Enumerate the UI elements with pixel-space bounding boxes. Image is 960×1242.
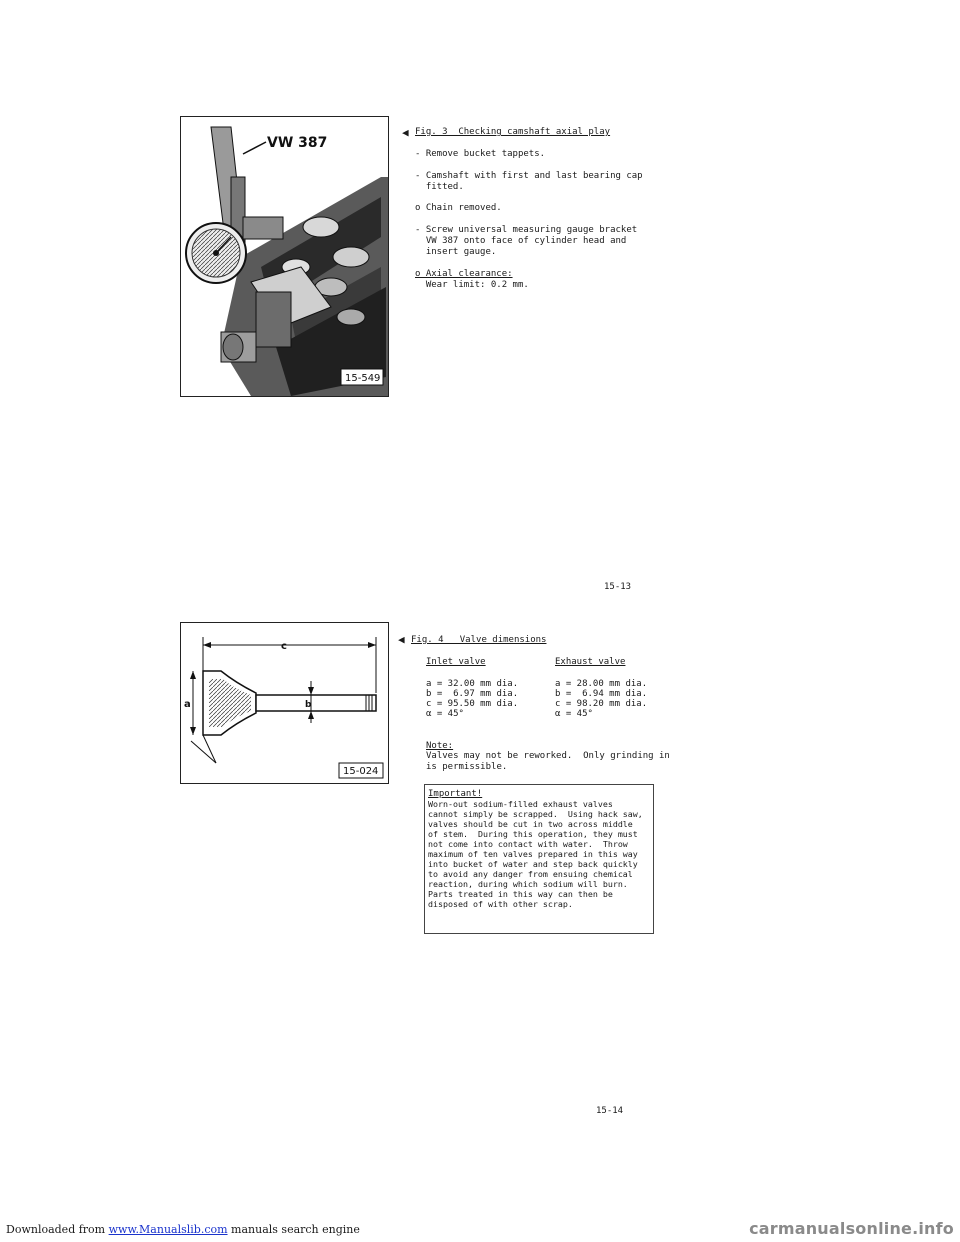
exhaust-value-b: b = 6.94 mm dia. — [555, 689, 648, 699]
download-footer — [6, 1223, 360, 1236]
fig3-item-2: - Camshaft with first and last bearing cap fitted. — [415, 171, 643, 192]
fig3-item-3: o Chain removed. — [415, 203, 502, 213]
inlet-value-alpha: α = 45° — [426, 709, 464, 719]
fig3-item-1: - Remove bucket tappets. — [415, 149, 546, 159]
exhaust-value-c: c = 98.20 mm dia. — [555, 699, 648, 709]
dim-b-label: b — [305, 700, 312, 710]
page-number-15-13: 15-13 — [604, 582, 632, 592]
inlet-value-c: c = 95.50 mm dia. — [426, 699, 519, 709]
fig3-item-4: - Screw universal measuring gauge bracket VW 387 onto face of cylinder head and insert gauge. — [415, 225, 638, 257]
fig3-caption: Fig. 3 Checking camshaft axial play — [415, 127, 611, 137]
figure-4-image — [180, 622, 389, 784]
fig3-axial-value: Wear limit: 0.2 mm. — [415, 280, 529, 290]
footer-suffix: manuals search engine — [227, 1223, 360, 1236]
page-number-15-14: 15-14 — [596, 1106, 624, 1116]
note-text: Valves may not be reworked. Only grinding in is permissible. — [426, 751, 670, 772]
figure-3-code: 15-549 — [345, 373, 381, 384]
fig4-pointer-icon: ◀ — [398, 633, 405, 646]
watermark: carmanualsonline.info — [749, 1219, 954, 1238]
camshaft-gauge-illustration — [181, 117, 388, 396]
dim-a-label: a — [184, 699, 191, 710]
figure-4-code: 15-024 — [343, 766, 379, 777]
figure-3-image — [180, 116, 389, 397]
valve-dimension-drawing — [181, 623, 388, 783]
fig3-axial-heading: o Axial clearance: — [415, 269, 513, 279]
fig4-caption: Fig. 4 Valve dimensions — [411, 635, 547, 645]
exhaust-value-a: a = 28.00 mm dia. — [555, 679, 648, 689]
tool-label: VW 387 — [267, 135, 328, 151]
exhaust-valve-heading: Exhaust valve — [555, 657, 626, 667]
important-heading: Important! — [428, 789, 483, 799]
inlet-valve-heading: Inlet valve — [426, 657, 486, 667]
inlet-value-a: a = 32.00 mm dia. — [426, 679, 519, 689]
exhaust-value-alpha: α = 45° — [555, 709, 593, 719]
manualslib-link[interactable]: www.Manualslib.com — [108, 1223, 228, 1236]
footer-prefix: Downloaded from — [6, 1223, 109, 1236]
important-text: Worn-out sodium-filled exhaust valves cannot simply be scrapped. Using hack saw, valves should be cut in two across middle of stem. During this operation, they must not come into contact with water. Throw maximum of ten valves prepared in this way into bucket of water and step back quickly to avoid any danger from ensuing chemical reaction, during which sodium will burn. Parts treated in this way can then be disposed of with other scrap. — [428, 799, 643, 909]
note-heading: Note: — [426, 741, 454, 751]
fig3-pointer-icon: ◀ — [402, 126, 409, 139]
inlet-value-b: b = 6.97 mm dia. — [426, 689, 519, 699]
dim-c-label: c — [281, 641, 287, 652]
